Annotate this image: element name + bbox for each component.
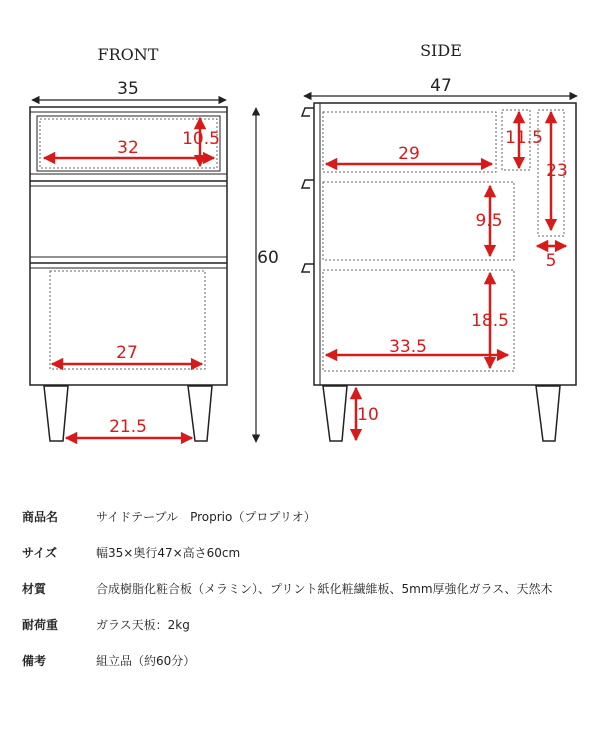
spec-row-notes — [22, 652, 582, 688]
side-back-pocket-height-label: 23 — [546, 161, 568, 181]
side-back-pocket-width-label: 5 — [545, 251, 557, 271]
side-bottom-drawer-depth-label: 33.5 — [389, 337, 427, 357]
total-height-label: 60 — [257, 248, 279, 268]
product-spec-table — [22, 508, 582, 688]
side-leg-right — [536, 386, 560, 441]
side-middle-drawer-height-label: 9.5 — [475, 211, 503, 231]
spec-key: 材質 — [22, 582, 47, 596]
front-leg-span-label: 21.5 — [109, 417, 147, 437]
side-top-pocket-height-label: 11.5 — [505, 128, 543, 148]
side-inner-outlines — [323, 110, 564, 371]
leg-height-label: 10 — [357, 405, 379, 425]
side-view-label: SIDE — [420, 41, 462, 60]
spec-key: 備考 — [22, 654, 47, 668]
spec-row-product-name — [22, 508, 582, 544]
side-leg-left — [323, 386, 347, 441]
front-inner-width-label: 32 — [117, 138, 139, 158]
side-depth-label: 47 — [430, 76, 452, 96]
side-bottom-drawer-height-label: 18.5 — [471, 311, 509, 331]
spec-row-load-capacity — [22, 616, 582, 652]
spec-row-size — [22, 544, 582, 580]
spec-key: 耐荷重 — [22, 618, 59, 632]
front-top-drawer-height-label: 10.5 — [182, 129, 220, 149]
side-top-drawer-depth-label: 29 — [398, 144, 420, 164]
spec-key: サイズ — [22, 546, 58, 560]
front-leg-left — [44, 386, 68, 441]
spec-value: 合成樹脂化粧合板（メラミン）、プリント紙化粧繊維板、5mm厚強化ガラス、天然木 — [96, 582, 553, 596]
front-view-label: FRONT — [97, 45, 159, 64]
spec-value: 幅35×奥行47×高さ60cm — [96, 546, 241, 560]
front-lower-inner-width-label: 27 — [116, 343, 138, 363]
spec-value: サイドテーブル Proprio（プロプリオ） — [96, 510, 316, 524]
front-width-label: 35 — [117, 79, 139, 99]
spec-key: 商品名 — [22, 510, 59, 524]
spec-value: ガラス天板：2kg — [96, 618, 190, 632]
front-leg-right — [188, 386, 212, 441]
spec-row-material — [22, 580, 582, 616]
spec-value: 組立品（約60分） — [96, 654, 196, 668]
